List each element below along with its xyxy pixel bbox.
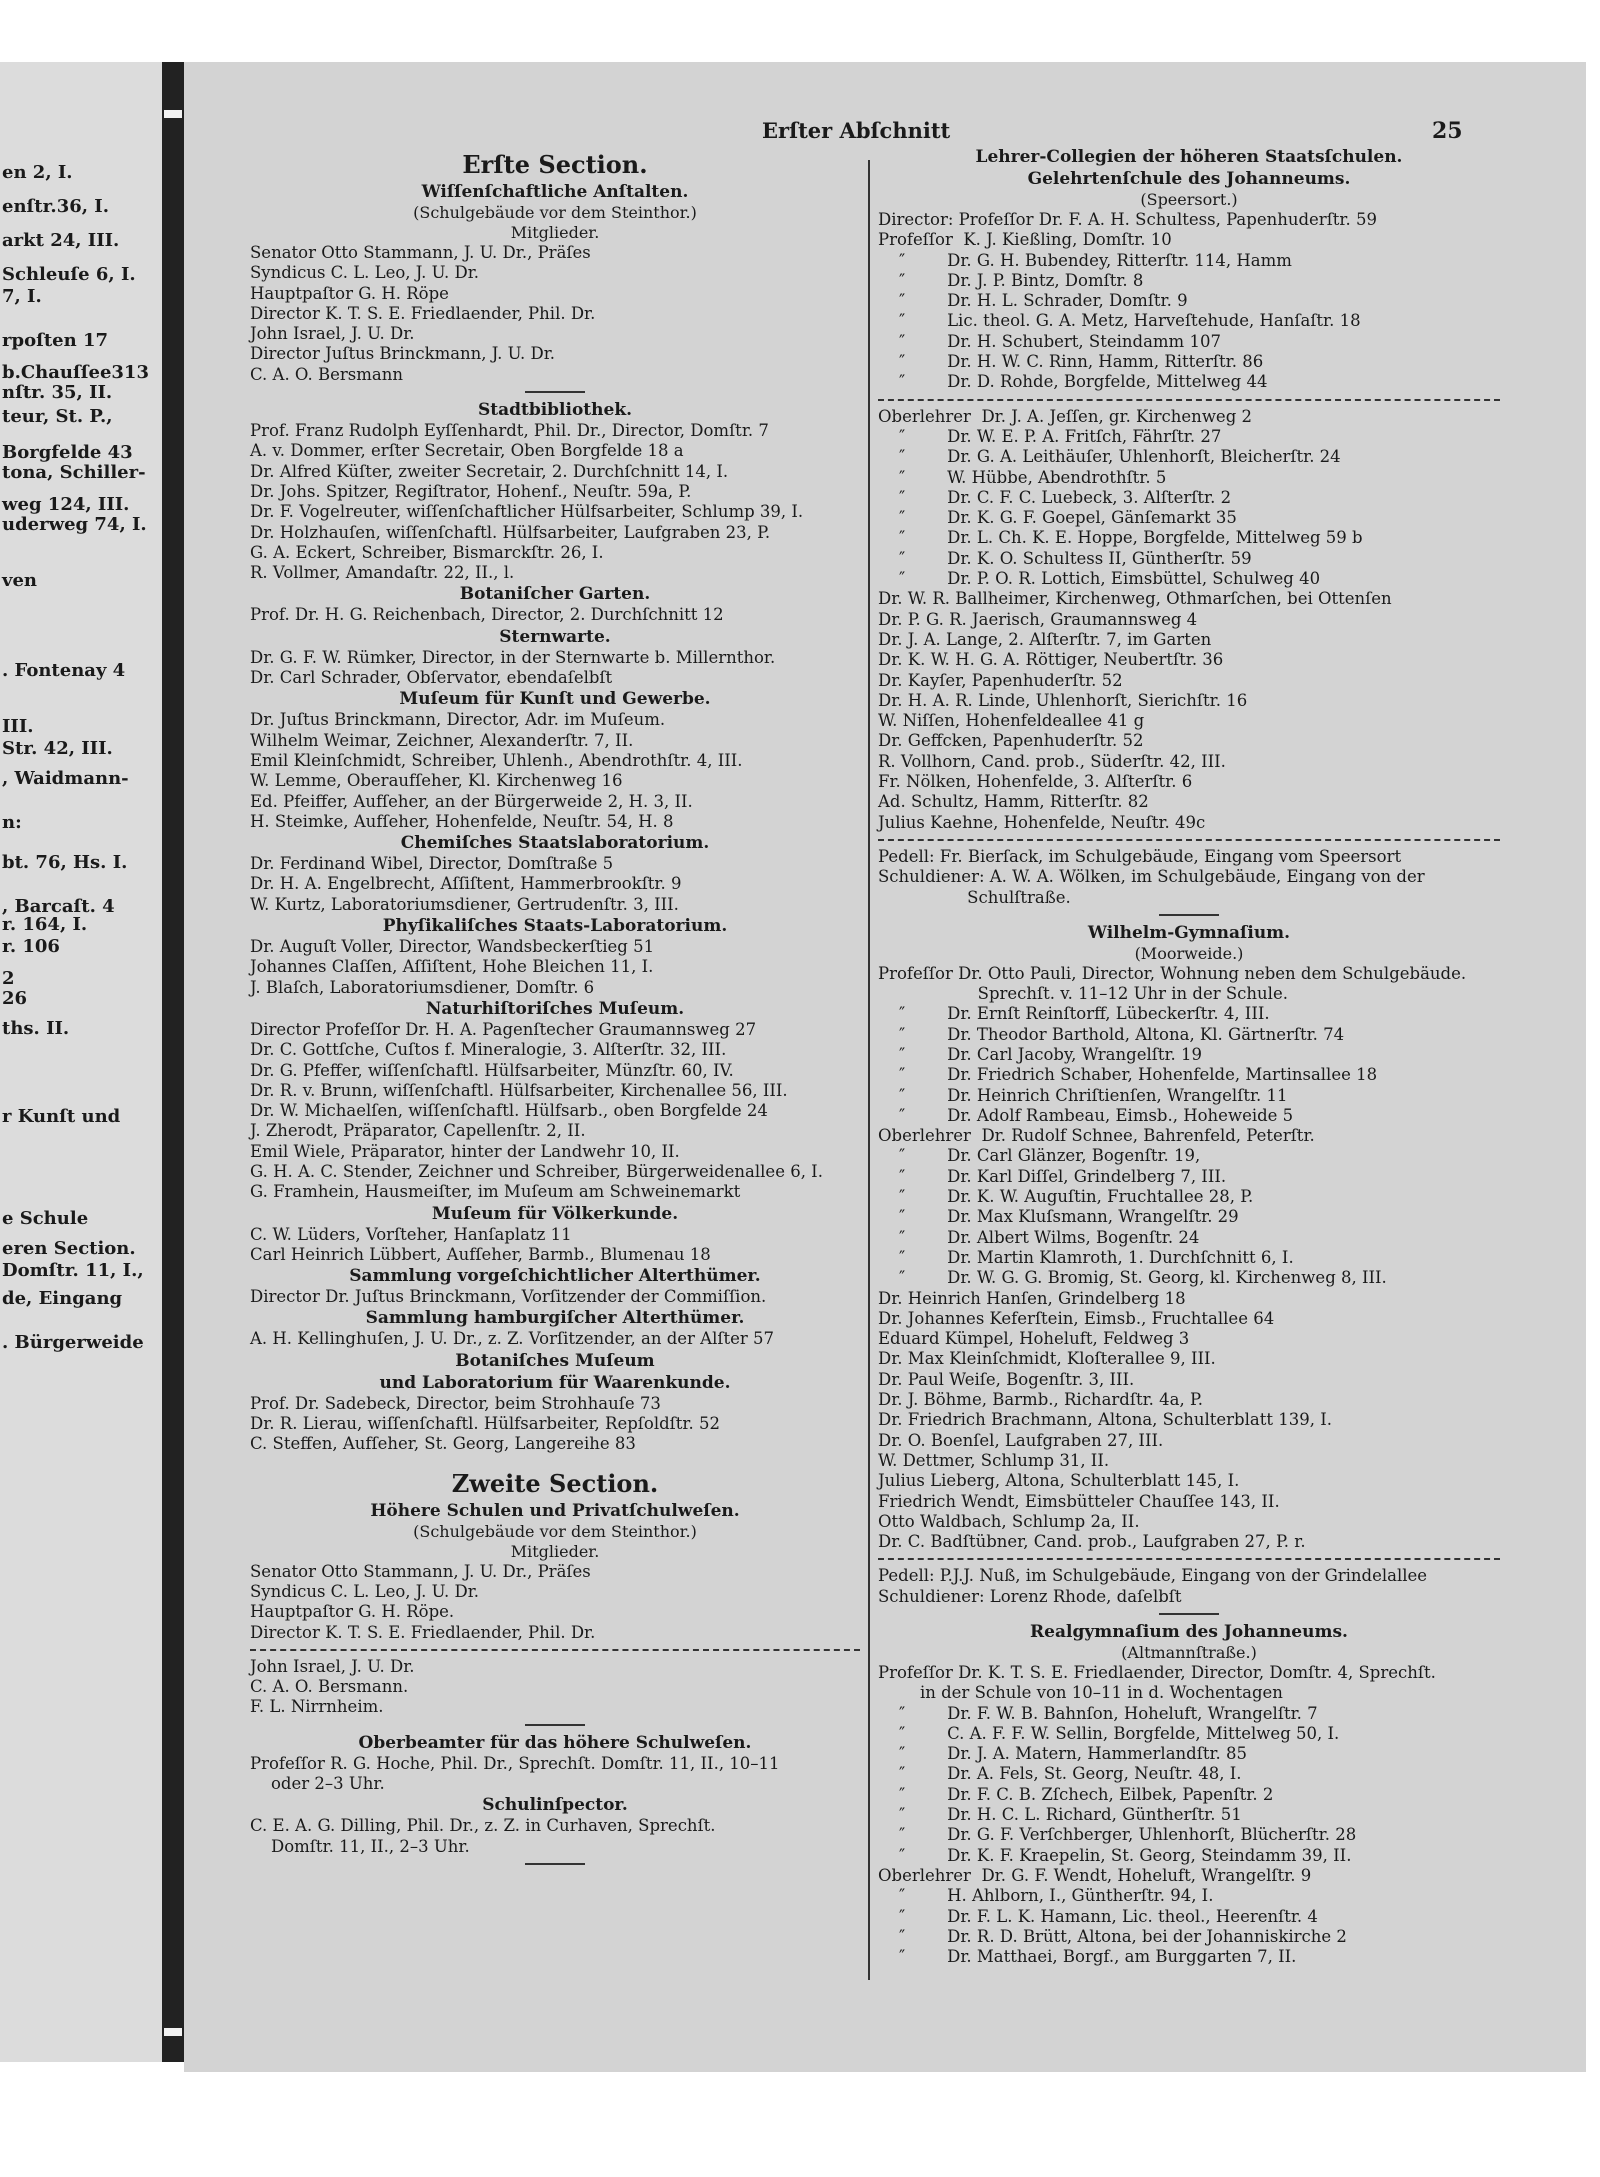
directory-entry: Dr. P. G. R. Jaerisch, Graumannsweg 4 [878,609,1198,629]
directory-entry: Dr. Paul Weiſe, Bogenſtr. 3, III. [878,1369,1135,1389]
page-header-title: Erſter Abſchnitt [762,118,951,143]
separator-rule [525,391,585,393]
subheading: (Altmannſtraße.) [1121,1643,1257,1662]
institution-heading: Wiſſenſchaftliche Anſtalten. [421,182,689,202]
previous-page-text: Borgfelde 43 [2,442,133,463]
directory-entry: Dr. K. W. H. G. A. Röttiger, Neubertſtr. 36 [878,650,1224,670]
directory-entry: Ed. Pfeiffer, Aufſeher, an der Bürgerweide 2, H. 3, II. [250,791,693,811]
institution-heading: Oberbeamter für das höhere Schulweſen. [358,1732,752,1753]
institution-heading: Realgymnaſium des Johanneums. [1030,1622,1348,1642]
institution-heading: Höhere Schulen und Privatſchulweſen. [370,1500,740,1521]
directory-entry: Emil Kleinſchmidt, Schreiber, Uhlenh., Abendrothſtr. 4, III. [250,750,743,770]
directory-entry: Dr. J. A. Lange, 2. Alſterſtr. 7, im Garten [878,629,1212,649]
directory-entry: A. H. Kellinghuſen, J. U. Dr., z. Z. Vorſitzender, an der Alſter 57 [250,1329,774,1349]
directory-entry: Wilhelm Weimar, Zeichner, Alexanderſtr. 7, II. [250,730,634,750]
directory-entry: Dr. G. F. W. Rümker, Director, in der Sternwarte b. Millernthor. [250,647,776,667]
directory-entry: Profeſſor K. J. Kießling, Domſtr. 10 [878,230,1172,250]
directory-entry: ″ Dr. F. W. B. Bahnſon, Hoheluft, Wrangelſtr. 7 [878,1703,1318,1723]
section-heading: Zweite Section. [451,1468,659,1498]
separator-rule [525,1724,585,1726]
directory-entry: ″ Dr. C. F. C. Luebeck, 3. Alſterſtr. 2 [878,487,1232,507]
previous-page-text: en 2, I. [2,162,73,183]
institution-heading: Muſeum für Völkerkunde. [431,1203,679,1224]
institution-heading: Lehrer-Collegien der höheren Staatsſchulen. [975,147,1403,167]
right-column [878,146,1500,1967]
previous-page-text: arkt 24, III. [2,230,120,251]
directory-entry: Dr. Juſtus Brinckmann, Director, Adr. im Muſeum. [250,710,666,730]
directory-entry: Syndicus C. L. Leo, J. U. Dr. [250,263,480,283]
directory-entry: Director: Profeſſor Dr. F. A. H. Schultess, Papenhuderſtr. 59 [878,210,1377,229]
directory-entry: Director K. T. S. E. Friedlaender, Phil. Dr. [250,303,596,323]
directory-entry: Dr. Ferdinand Wibel, Director, Domſtraße 5 [250,854,614,874]
subheading: (Schulgebäude vor dem Steinthor.) [413,1521,697,1541]
directory-entry: Emil Wiele, Präparator, hinter der Landwehr 10, II. [250,1141,680,1161]
separator-rule [1159,1613,1219,1615]
directory-entry: ″ Dr. Martin Klamroth, 1. Durchſchnitt 6, I. [878,1247,1294,1267]
previous-page-text: 26 [2,988,28,1009]
directory-entry: F. L. Nirrnheim. [250,1697,384,1717]
dashed-separator [878,399,1500,401]
directory-entry: Prof. Franz Rudolph Eyſſenhardt, Phil. Dr., Director, Domſtr. 7 [250,421,769,441]
directory-entry: Prof. Dr. Sadebeck, Director, beim Strohhauſe 73 [250,1393,661,1413]
directory-entry: Dr. Holzhauſen, wiſſenſchaftl. Hülfsarbeiter, Laufgraben 23, P. [250,522,771,542]
directory-entry: ″ Dr. W. G. G. Bromig, St. Georg, kl. Kirchenweg 8, III. [878,1268,1387,1288]
previous-page-text: r Kunſt und [2,1106,121,1127]
left-column [250,146,860,1871]
directory-entry: Dr. Friedrich Brachmann, Altona, Schulterblatt 139, I. [878,1410,1332,1430]
directory-entry: Sprechſt. v. 11–12 Uhr in der Schule. [878,984,1288,1004]
directory-entry: Profeſſor Dr. K. T. S. E. Friedlaender, Director, Domſtr. 4, Sprechſt. [878,1663,1436,1682]
directory-entry: ″ Dr. Matthaei, Borgf., am Burggarten 7, II. [878,1947,1297,1967]
previous-page-text: teur, St. P., [2,406,113,427]
directory-entry: Oberlehrer Dr. G. F. Wendt, Hoheluft, Wrangelſtr. 9 [878,1865,1312,1885]
directory-entry: Dr. R. v. Brunn, wiſſenſchaftl. Hülfsarbeiter, Kirchenallee 56, III. [250,1080,788,1100]
dashed-separator [250,1649,860,1651]
directory-entry: Dr. G. Pfeffer, wiſſenſchaftl. Hülfsarbeiter, Münzſtr. 60, IV. [250,1060,734,1080]
directory-entry: C. Steffen, Aufſeher, St. Georg, Langereihe 83 [250,1434,636,1454]
directory-entry: Fr. Nölken, Hohenfelde, 3. Alſterſtr. 6 [878,772,1193,792]
directory-entry: C. E. A. G. Dilling, Phil. Dr., z. Z. in Curhaven, Sprechſt. [250,1816,716,1836]
directory-entry: R. Vollhorn, Cand. prob., Süderſtr. 42, III. [878,751,1226,771]
book-gutter [162,62,184,2062]
directory-entry: A. v. Dommer, erſter Secretair, Oben Borgfelde 18 a [250,441,684,461]
spacer [250,1455,860,1465]
directory-entry: Dr. Auguſt Voller, Director, Wandsbeckerſtieg 51 [250,937,655,957]
directory-entry: Dr. Max Kleinſchmidt, Kloſterallee 9, III. [878,1349,1216,1369]
subheading: (Speersort.) [1140,190,1238,209]
directory-entry: C. A. O. Bersmann [250,364,403,384]
directory-entry: H. Steimke, Aufſeher, Hohenfelde, Neuſtr. 54, H. 8 [250,811,674,831]
directory-entry: Pedell: P.J.J. Nuß, im Schulgebäude, Eingang von der Grindelallee [878,1566,1428,1586]
directory-entry: Dr. Kayſer, Papenhuderſtr. 52 [878,670,1123,690]
previous-page-text: Str. 42, III. [2,738,113,759]
directory-entry: Schuldiener: Lorenz Rhode, daſelbſt [878,1586,1182,1606]
directory-entry: C. A. O. Bersmann. [250,1677,409,1697]
directory-entry: Hauptpaſtor G. H. Röpe [250,283,449,303]
directory-entry: Dr. R. Lierau, wiſſenſchaftl. Hülfsarbeiter, Repſoldſtr. 52 [250,1414,720,1434]
directory-entry: Dr. C. Gottſche, Cuſtos f. Mineralogie, 3. Alſterſtr. 32, III. [250,1040,727,1060]
directory-entry: W. Niſſen, Hohenfeldeallee 41 g [878,711,1145,731]
previous-page-text: n: [2,812,22,833]
directory-entry: Director Profeſſor Dr. H. A. Pagenſtecher Graumannsweg 27 [250,1019,757,1039]
previous-page-text: de, Eingang [2,1288,123,1309]
directory-entry: Schuldiener: A. W. A. Wölken, im Schulgebäude, Eingang von der [878,867,1425,887]
directory-entry: Domſtr. 11, II., 2–3 Uhr. [250,1836,470,1856]
directory-entry: Senator Otto Stammann, J. U. Dr., Präſes [250,1561,591,1581]
previous-page-text: 2 [2,968,15,989]
directory-entry: Dr. C. Badſtübner, Cand. prob., Laufgraben 27, P. r. [878,1532,1306,1552]
previous-page-text: r. 106 [2,936,60,957]
institution-heading: Botaniſches Muſeum [455,1350,655,1371]
directory-entry: John Israel, J. U. Dr. [250,324,415,344]
previous-page-text: Schleuſe 6, I. [2,264,136,285]
directory-entry: Dr. Carl Schrader, Obſervator, ebendaſelbſt [250,668,613,688]
institution-heading: Sammlung hamburgiſcher Alterthümer. [365,1308,745,1329]
previous-page-text: , Barcaſt. 4 [2,896,115,917]
subheading: (Schulgebäude vor dem Steinthor.) [413,203,697,222]
directory-entry: Dr. F. Vogelreuter, wiſſenſchaftlicher Hülfsarbeiter, Schlump 39, I. [250,502,804,522]
directory-entry: ″ Dr. Heinrich Chriſtienſen, Wrangelſtr. 11 [878,1085,1288,1105]
directory-entry: ″ Dr. W. E. P. A. Fritſch, Fährſtr. 27 [878,426,1222,446]
subheading: (Moorweide.) [1134,943,1244,963]
directory-entry: ″ Dr. K. W. Auguſtin, Fruchtallee 28, P. [878,1187,1254,1207]
previous-page-text: uderweg 74, I. [2,514,147,535]
directory-entry: ″ Dr. P. O. R. Lottich, Eimsbüttel, Schulweg 40 [878,569,1321,589]
previous-page-text: ven [2,570,37,591]
directory-entry: J. Blaſch, Laboratoriumsdiener, Domſtr. 6 [250,977,595,997]
column-divider [868,160,870,1980]
directory-entry: ″ Dr. F. L. K. Hamann, Lic. theol., Heerenſtr. 4 [878,1906,1318,1926]
previous-page-text: . Bürgerweide [2,1332,144,1353]
directory-entry: ″ Dr. D. Rohde, Borgfelde, Mittelweg 44 [878,372,1268,392]
directory-entry: ″ Dr. K. G. F. Goepel, Gänſemarkt 35 [878,508,1237,528]
directory-entry: Julius Lieberg, Altona, Schulterblatt 145, I. [878,1471,1240,1491]
previous-page-text: rpoſten 17 [2,330,108,351]
directory-entry: Dr. Johannes Keferſtein, Eimsb., Fruchtallee 64 [878,1308,1275,1328]
directory-entry: Director K. T. S. E. Friedlaender, Phil. Dr. [250,1622,596,1642]
separator-rule [525,1863,585,1865]
directory-entry: Schulſtraße. [878,887,1071,907]
previous-page-text: ths. II. [2,1018,70,1039]
page-number: 25 [1432,118,1463,144]
previous-page-text: b.Chauſſee313 [2,362,149,383]
previous-page-text: tona, Schiller- [2,462,146,483]
directory-entry: Dr. Alfred Küſter, zweiter Secretair, 2. Durchſchnitt 14, I. [250,461,729,481]
directory-entry: ″ Dr. K. F. Kraepelin, St. Georg, Steindamm 39, II. [878,1845,1352,1865]
directory-entry: W. Dettmer, Schlump 31, II. [878,1450,1110,1470]
directory-entry: ″ Dr. K. O. Schultess II, Güntherſtr. 59 [878,548,1252,568]
directory-entry: G. H. A. C. Stender, Zeichner und Schreiber, Bürgerweidenallee 6, I. [250,1161,823,1181]
directory-entry: Oberlehrer Dr. J. A. Jeſſen, gr. Kirchenweg 2 [878,406,1253,426]
institution-heading: Chemiſches Staatslaboratorium. [400,833,710,854]
directory-entry: J. Zherodt, Präparator, Capellenſtr. 2, II. [250,1121,586,1141]
directory-entry: ″ H. Ahlborn, I., Güntherſtr. 94, I. [878,1886,1214,1906]
institution-heading: Gelehrtenſchule des Johanneums. [1027,169,1351,189]
directory-entry: ″ Dr. G. F. Verſchberger, Uhlenhorſt, Blücherſtr. 28 [878,1825,1357,1845]
previous-page-text: nſtr. 35, II. [2,382,113,403]
directory-entry: ″ Dr. Theodor Barthold, Altona, Kl. Gärtnerſtr. 74 [878,1024,1345,1044]
directory-entry: ″ Dr. A. Fels, St. Georg, Neuſtr. 48, I. [878,1764,1242,1784]
institution-heading: Botaniſcher Garten. [459,584,651,605]
previous-page-fragment [0,62,162,2062]
institution-heading: Schulinſpector. [482,1795,628,1816]
directory-entry: ″ Dr. Ernſt Reinſtorff, Lübeckerſtr. 4, III. [878,1004,1270,1024]
directory-entry: ″ Dr. Adolf Rambeau, Eimsb., Hoheweide 5 [878,1105,1294,1125]
directory-entry: Syndicus C. L. Leo, J. U. Dr. [250,1581,480,1601]
institution-heading: Naturhiſtoriſches Muſeum. [425,998,685,1019]
institution-heading: Wilhelm-Gymnaſium. [1087,922,1291,943]
directory-entry: ″ Lic. theol. G. A. Metz, Harveſtehude, Hanſaſtr. 18 [878,311,1361,331]
directory-entry: Julius Kaehne, Hohenfelde, Neuſtr. 49c [878,812,1206,832]
directory-entry: Prof. Dr. H. G. Reichenbach, Director, 2. Durchſchnitt 12 [250,605,724,625]
directory-entry: ″ Dr. G. H. Bubendey, Ritterſtr. 114, Hamm [878,250,1292,270]
institution-heading: Sternwarte. [499,626,611,647]
subheading: Mitglieder. [510,1541,600,1561]
separator-rule [1159,914,1219,916]
directory-entry: Carl Heinrich Lübbert, Aufſeher, Barmb., Blumenau 18 [250,1244,711,1264]
directory-entry: ″ Dr. Carl Jacoby, Wrangelſtr. 19 [878,1044,1203,1064]
institution-heading: Sammlung vorgeſchichtlicher Alterthümer. [349,1266,761,1287]
directory-entry: W. Kurtz, Laboratoriumsdiener, Gertrudenſtr. 3, III. [250,894,679,914]
directory-entry: ″ Dr. H. W. C. Rinn, Hamm, Ritterſtr. 86 [878,352,1264,372]
directory-entry: ″ Dr. H. C. L. Richard, Güntherſtr. 51 [878,1805,1242,1825]
previous-page-text: weg 124, III. [2,494,130,515]
dashed-separator [878,1558,1500,1560]
previous-page-text: , Waidmann- [2,768,129,789]
directory-entry: ″ Dr. Albert Wilms, Bogenſtr. 24 [878,1227,1200,1247]
directory-entry: Dr. W. R. Ballheimer, Kirchenweg, Othmarſchen, bei Ottenſen [878,589,1392,609]
institution-heading: Phyſikaliſches Staats-Laboratorium. [382,916,728,937]
directory-entry: W. Lemme, Oberaufſeher, Kl. Kirchenweg 16 [250,771,623,791]
previous-page-text: eren Section. [2,1238,136,1259]
directory-entry: John Israel, J. U. Dr. [250,1656,415,1676]
directory-entry: Dr. Geffcken, Papenhuderſtr. 52 [878,731,1144,751]
previous-page-text: III. [2,716,34,737]
directory-entry: ″ C. A. F. F. W. Sellin, Borgfelde, Mittelweg 50, I. [878,1723,1340,1743]
directory-entry: in der Schule von 10–11 in d. Wochentagen [878,1683,1283,1703]
directory-entry: G. Framhein, Hausmeiſter, im Muſeum am Schweinemarkt [250,1182,741,1202]
directory-entry: Friedrich Wendt, Eimsbütteler Chauſſee 143, II. [878,1491,1280,1511]
directory-entry: Hauptpaſtor G. H. Röpe. [250,1602,455,1622]
directory-entry: Oberlehrer Dr. Rudolf Schnee, Bahrenfeld, Peterſtr. [878,1126,1315,1146]
directory-entry: ″ Dr. Karl Diſſel, Grindelberg 7, III. [878,1166,1227,1186]
directory-entry: Ad. Schultz, Hamm, Ritterſtr. 82 [878,792,1149,812]
directory-entry: ″ Dr. R. D. Brütt, Altona, bei der Johanniskirche 2 [878,1926,1347,1946]
directory-entry: Dr. H. A. Engelbrecht, Aſſiſtent, Hammerbrookſtr. 9 [250,874,682,894]
subheading: Mitglieder. [510,223,600,242]
directory-entry: Pedell: Fr. Bierſack, im Schulgebäude, Eingang vom Speersort [878,846,1402,866]
institution-heading: Muſeum für Kunſt und Gewerbe. [399,689,711,710]
directory-entry: Director Juſtus Brinckmann, J. U. Dr. [250,344,556,364]
section-heading: Erſte Section. [462,150,648,179]
previous-page-text: r. 164, I. [2,914,88,935]
directory-entry: Dr. Johs. Spitzer, Regiſtrator, Hohenf., Neuſtr. 59a, P. [250,481,692,501]
directory-entry: Dr. H. A. R. Linde, Uhlenhorſt, Sierichſtr. 16 [878,690,1248,710]
directory-entry: C. W. Lüders, Vorſteher, Hanſaplatz 11 [250,1224,572,1244]
directory-entry: Johannes Claſſen, Aſſiſtent, Hohe Bleichen 11, I. [250,957,654,977]
directory-entry: ″ Dr. Friedrich Schaber, Hohenfelde, Martinsallee 18 [878,1065,1378,1085]
directory-entry: Senator Otto Stammann, J. U. Dr., Präſes [250,243,591,262]
directory-entry: Eduard Kümpel, Hoheluft, Feldweg 3 [878,1329,1190,1349]
directory-entry: R. Vollmer, Amandaſtr. 22, II., l. [250,563,515,583]
previous-page-text: e Schule [2,1208,89,1229]
gutter-clip-bottom [164,2028,182,2036]
previous-page-text: 7, I. [2,286,42,307]
previous-page-text: bt. 76, Hs. I. [2,852,128,873]
directory-entry: ″ Dr. H. L. Schrader, Domſtr. 9 [878,291,1188,311]
dashed-separator [878,839,1500,841]
directory-entry: Dr. W. Michaelſen, wiſſenſchaftl. Hülfsarb., oben Borgfelde 24 [250,1101,768,1121]
gutter-clip-top [164,110,182,118]
directory-entry: ″ Dr. J. P. Bintz, Domſtr. 8 [878,270,1144,290]
directory-entry: ″ Dr. G. A. Leithäuſer, Uhlenhorſt, Bleicherſtr. 24 [878,447,1341,467]
directory-entry: Dr. O. Boenſel, Laufgraben 27, III. [878,1430,1164,1450]
previous-page-text: enſtr.36, I. [2,196,109,217]
institution-heading: Stadtbibliothek. [477,400,633,421]
directory-entry: ″ Dr. J. A. Matern, Hammerlandſtr. 85 [878,1744,1248,1764]
directory-entry: ″ Dr. F. C. B. Zſchech, Eilbek, Papenſtr. 2 [878,1784,1274,1804]
directory-entry: ″ Dr. H. Schubert, Steindamm 107 [878,331,1221,351]
directory-entry: ″ Dr. Carl Glänzer, Bogenſtr. 19, [878,1146,1201,1166]
directory-entry: ″ Dr. Max Kluſsmann, Wrangelſtr. 29 [878,1207,1239,1227]
directory-entry: Director Dr. Juſtus Brinckmann, Vorſitzender der Commiſſion. [250,1287,767,1307]
directory-entry: Profeſſor Dr. Otto Pauli, Director, Wohnung neben dem Schulgebäude. [878,963,1467,983]
directory-entry: G. A. Eckert, Schreiber, Bismarckſtr. 26, I. [250,542,604,562]
institution-heading: und Laboratorium für Waarenkunde. [379,1372,731,1393]
directory-entry: Profeſſor R. G. Hoche, Phil. Dr., Sprechſt. Domſtr. 11, II., 10–11 [250,1753,780,1773]
previous-page-text: Domſtr. 11, I., [2,1260,144,1281]
directory-entry: ″ Dr. L. Ch. K. E. Hoppe, Borgfelde, Mittelweg 59 b [878,528,1363,548]
directory-entry: oder 2–3 Uhr. [250,1774,385,1794]
directory-entry: Otto Waldbach, Schlump 2a, II. [878,1511,1140,1531]
directory-entry: Dr. Heinrich Hanſen, Grindelberg 18 [878,1288,1186,1308]
directory-entry: ″ W. Hübbe, Abendrothſtr. 5 [878,467,1167,487]
directory-entry: Dr. J. Böhme, Barmb., Richardſtr. 4a, P. [878,1390,1203,1410]
previous-page-text: . Fontenay 4 [2,660,126,681]
